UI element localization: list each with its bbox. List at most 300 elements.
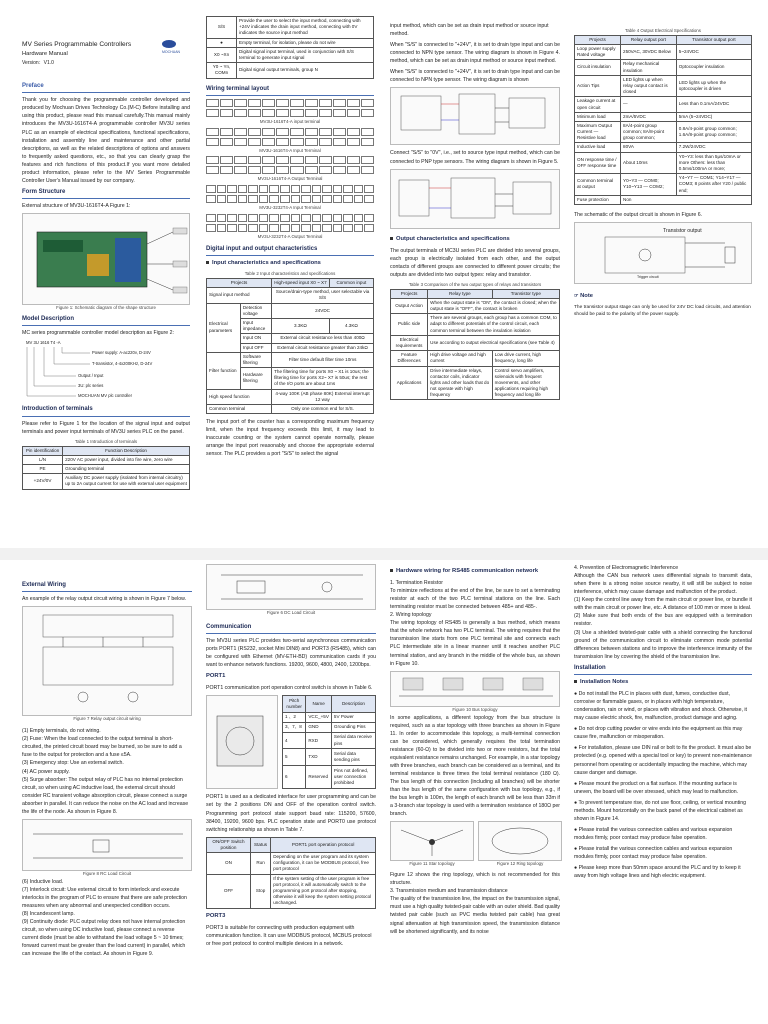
table-cell: Control servo amplifiers, solenoids with frequent movements, and other applications requiring high frequency and long life [492,366,559,400]
table-cell: Use according to output electrical specifications (see Table 4) [428,335,560,350]
table-cell: Digital signal output terminals, group N [237,63,374,78]
manual-page-2 [0,560,768,1024]
table-row [575,121,752,143]
installation-notes-heading-text: Installation Notes [580,679,629,686]
list-item-text: Please keep more than 50mm space around the PLC and try to keep it away from high voltage lines and high electric equipment. [574,865,741,880]
list-item [574,690,752,722]
communication-text: The MV3U series PLC provides two-serial asynchronous communication ports PORT1 (RS232, socket Mini DIN8) and PORT3 (RS485), which can be configured with Ethernet (MV-ETH-BD) communication cards if you want to enhance network functions. 19200, 9600, 4800, 2400, 1200bps. [206,638,376,669]
table-cell: High speed function [207,389,272,404]
list-item-text: Please install the various connection cables and various expansion modules firmly, poor contact may produce false operation. [574,826,733,842]
table-cell: About 10ms [621,152,677,174]
table-header: Description [331,696,375,713]
table-row [575,152,752,174]
star-topology [390,821,474,868]
output-spec-heading [390,235,560,244]
input-spec-heading-text: Input characteristics and specifications [212,260,321,267]
bullet-icon: ● [574,691,579,698]
list-item-text: Do not drop cutting powder or wire ends into the equipment as this may cause fire, malfunction or misoperation. [574,726,743,741]
brand-logo [162,40,190,57]
table-cell: Electrical parameters [207,303,241,352]
relay-wiring-figure [22,606,192,716]
list-item [574,725,752,741]
table-header: Function Description [63,446,190,455]
table-cell: Inductive load [575,143,621,152]
table-header: Transistor type [492,289,559,298]
external-wiring-notes: (1) Empty terminals, do not wiring. (2) Fuse: When the load connected to the output terminal is short-circuited, the printed circuit board may be burned, so be sure to add a fuse to the output for protection and a fuse ≤5A. (3) Emergency stop: Use an external switch. (4) AC power supply. (5) Surge absorber: The output relay of PLC has no internal protection circuit, so when using AC inductive load, the external circuit should consider RC transient voltage absorption circuit, please connect a surge absorber in parallel. It can reduce the noise on the AC load and increase the life of the node. As shown in Figure 8. [22,728,189,815]
table-row [575,174,752,196]
trigger-circuit-label: Trigger circuit [637,275,659,280]
table-cell: Output Action [391,298,428,313]
table-cell: Run [250,853,270,875]
preface-text: Thank you for choosing the programmable controller developed and produced by Mochuan Drives Technology Co.(M-C) Before installing and using this product, please read this manual carefully.This manual mainly introduces the MV3U-1616T4-A programmable controller MV3U series PLC as an example of electrical specifications, functional specifications, installation and assembly line and maintenance and other partial descriptions, as well as the related descriptions of options and answers to frequently asked questions, etc., so that you can clearly grasp the features and rich functions of this product.If you want more detailed product information, please refer to the MV Series Programmable Controller User's Manual issued by our company. [22,97,190,184]
port1-protocol-text: PORT1 is used as a dedicated interface for user programming and can be set by the 2 positions ON and OFF of the operation control switch. Programming port protocol state support baud rate: 115200, 57600, 38400, 19200, 9600 bps. PLC operation state and PORT0 use protocol switching relationship as shown in Table 7. [206,794,376,833]
bullet-icon: ● [574,865,579,872]
list-item [574,826,752,842]
table-cell: Auxiliary DC power supply (isolated from internal circuitry) up to 2A output current for use with external user equipment [63,474,190,489]
table-row [575,143,752,152]
table-cell: 4.3KΩ [329,318,373,333]
table-cell: RXD [306,732,332,749]
table-cell: Filter function [207,352,241,389]
list-item-text: Please install the various connection cables and various expansion modules firmly, poor contact may produce false operation. [574,846,733,861]
table-header: Relay output port [621,35,677,44]
terminal-caption: MV3U-3232T4-A Input Terminal [259,205,321,211]
port3-text: PORT3 is suitable for connecting with production equipment with communication function. It can use MODBUS protocol, MCBUS protocol or free port protocol to control multiple devices in a network. [206,924,372,947]
form-structure-text: External structure of MV3U-1616T4-A Figure 1: [22,203,131,210]
column-1 [22,40,190,490]
p2-column-1 [22,578,192,961]
table-cell: Detection voltage [240,303,271,318]
port1-figure-row [206,695,376,789]
table-cell: 5mA (5~24VDC) [676,112,751,121]
table-cell: OFF [207,874,251,908]
table-row [207,38,374,47]
table-row [283,713,376,723]
table-cell: 250VAC, 30VDC Below [621,45,677,60]
table-cell: Leakage current at open circuit [575,97,621,112]
figure-1-caption: Figure 1: Schematic diagram of the shape structure [56,305,156,311]
table-header: Transistor output port [676,35,751,44]
rc-load-figure [22,819,192,871]
note-heading-text: Note [580,293,593,300]
table-cell: Filter time default filter time 10ms [272,352,374,367]
table-cell: 3.3KΩ [272,318,330,333]
table-3-caption: Table 3 Comparison of the two output types of relays and transistors [408,281,542,287]
warning-icon: ☞ [574,293,579,300]
external-wiring-heading: External Wiring [22,581,192,592]
table-cell: 0.8A/4-point group common; 1.6A/8-point group common; [676,121,751,143]
model-code: MV 3U 1616 T4 -A [26,340,61,346]
model-description-text: MC series programmable controller model description as Figure 2: [22,330,174,337]
port1-text: PORT1 communication port operation control switch is shown in Table 6. [206,685,373,692]
table-header: Relay type [428,289,492,298]
terminals-table [22,446,190,490]
table-cell: TXD [306,749,332,766]
table-cell: Common terminal at output [575,174,621,196]
table-cell: Electrical requirements [391,335,428,350]
table-cell: Public side [391,314,428,336]
installation-notes-heading [574,678,752,687]
table-header: Projects [207,279,272,288]
table-cell: Signal input method [207,288,272,303]
table-cell: 220V AC power input, divided into fire wire, zero wire [63,455,190,464]
table-cell: Action Tips [575,75,621,97]
terminal-strip-3 [206,156,374,183]
output-circuit-text: The schematic of the output circuit is shown in Figure 6. [574,211,703,218]
table-cell: Applications [391,366,428,400]
table-cell: Serial data sending pins [331,749,375,766]
table-cell: — [621,97,677,112]
installation-heading: Installation [574,664,752,675]
table-cell: External circuit resistance greater than 24kΩ [272,343,374,352]
table-1-caption: Table 1 Introduction of terminals [74,438,138,444]
table-cell: 6 [283,766,306,789]
terminal-function-table [206,16,374,79]
table-cell: X0 ~Xn [207,47,237,62]
table-row [575,97,752,112]
table-cell: L/N [23,455,63,464]
wiring-layout-heading: Wiring terminal layout [206,85,374,96]
table-row [207,303,374,318]
table-cell: Y4~Y7 — COM1; Y14~Y17 — COM3; 8 points after Y20 / public end; [676,174,751,196]
preface-heading: Preface [22,82,190,93]
table-cell: Input impedance [240,318,271,333]
table-cell: Loop power supply Rated voltage [575,45,621,60]
bullet-icon: ● [574,846,579,853]
list-item [574,845,752,861]
table-cell: Stop [250,874,270,908]
bullet-icon [390,569,393,572]
table-cell: 8A/4-point group common; 8A/8-point group common; [621,121,677,143]
terminal-caption: MV3U-1616T4-A input terminal [259,118,321,124]
list-item-text: For installation, please use DIN rail or bolt to fix the product. It must also be protected (e.g. opened with a special tool or key) to prevent non-maintenance personnel from operating or accidentally impacting the machine, which may cause danger and damage. [574,745,752,776]
ring-topology-figure [478,821,562,861]
external-wiring-notes-2: (6) Inductive load. (7) Interlock circuit: Use external circuit to form interlock and execute interlocks in the program of PLC to ensure that there are safe protection measures when any abnormal and unexpected condition occurs. (8) Incandescent lamp. (9) Continuity diode: PLC output relay does not have internal protection circuit, so when using DC inductive load, please connect a reverse current diode (must be able to withstand the load voltage 5 ~ 10 times; forward current must be greater than the load current) in parallel, which can increase the life of the contact. As shown in Figure 9. [22,878,187,958]
star-topology-diagram [391,822,473,860]
note-heading [574,292,752,301]
mini-din-diagram [207,696,277,788]
table-cell: Source/drain-type method, user selectable via S/S [272,288,374,303]
table-cell: 5 [283,749,306,766]
table-cell: 3、7、8 [283,722,306,732]
table-header: ON/OFF Switch position [207,837,251,852]
table-cell: +24V/0V [23,474,63,489]
document-version: Version：V1.0 [22,60,54,67]
table-cell: Serial data receive pins [331,732,375,749]
table-cell: Common terminal [207,405,272,414]
table-row [391,298,560,313]
ring-topology [478,821,562,868]
column-3 [390,22,560,400]
model-label-2: T-transistor, 4-4x200KHz, D-24V [92,361,153,367]
model-label-5: MOCHUAN MV plc controller [78,393,132,399]
terminal-strip-5 [206,214,374,241]
table-4-caption: Table 4 Output Electrical Specifications [625,28,701,33]
rs485-text-2: In some applications, a different topology from the bus structure is required, such as a star topology with three branches as shown in Figure 11. In order to accommodate this topology, a multi-terminal connection can be considered, which generally requires the total termination resistance (60-Ω) to be divided into two or more resistors, but the total equivalent resistance remains unchanged. For example, in a star topology with three branches, each branch can be considered as a terminal, and its terminal resistance is three times the total terminal resistance (180 Ω). The bus length of this connection (including all branches) will be shorter than the bus length of the same configuration with bus topology, e.g., if the bus length is 100m, the length of each branch will be less than 33m if a 3-branch star topology is used with a termination resistance of 180Ω per branch. [390,714,560,818]
table-header: Common input [329,279,373,288]
table-cell: Low drive current, high frequency, long life [492,351,559,366]
table-row [207,853,376,875]
bullet-icon: ● [574,780,579,787]
npn-wiring-diagram [391,88,561,144]
model-description-heading: Model Description [22,315,190,326]
topology-figures [390,821,560,868]
table-cell: S/S [207,17,237,39]
table-cell: Grounding terminal [63,465,190,474]
rs485-text: 1. Termination Resistor To minimize reflections at the end of the line, be sure to set a terminating resistor at each of the two PLC terminal stations on the line. Each terminating resistor must be connected between 485+ and 485-. 2. Wiring topology The wiring topology of RS485 is generally a bus method, which means that the whole network has two PLC terminal. The wiring requires that the transmission line starts from one PLC terminal site and connects each PLC intermediate site in a linear manner until it reaches another PLC terminal station, and any branch in the middle of the whole bus, as shown in Figure 10. [390,579,560,667]
rs485-heading [390,567,560,576]
bullet-icon: ● [574,745,579,752]
bullet-icon: ● [574,826,579,833]
model-label-3: Output / Input [78,373,104,379]
input-method-text: input method, which can be set as drain input method or source input method. [390,23,549,38]
dio-heading: Digital input and output characteristics [206,245,374,256]
table-cell: 4-way 100K (AB phase 80K) External interrupt 12 way [272,389,374,404]
counter-input-text: The input port of the counter has a corresponding maximum frequency limit, when the input frequency exceeds this limit, it may lead to inaccurate counting or the system cannot operate normally, please arrange the input port reasonably and choose the appropriate external sensor. The PLC provides a port "S/S" to select the signal [206,419,374,458]
communication-heading: Communication [206,623,376,634]
table-row [207,47,374,62]
installation-notes-list [574,690,752,880]
table-cell: Y0~Y3 — COM0; Y10~Y13 — COM2; [621,174,677,196]
rs485-heading-text: Hardware wiring for RS485 communication network [396,568,539,574]
table-cell: Feature Differences [391,351,428,366]
transistor-output-label: Transistor output [663,228,702,235]
plc-structure-figure [22,213,190,305]
table-row [391,351,560,366]
table-cell: ON response time / OFF response time [575,152,621,174]
table-cell: Optocoupler insulation [676,60,751,75]
table-row [391,314,560,336]
brand-name: MOCHUAN [162,50,181,55]
table-cell: Non [621,195,752,204]
npn-wiring-figure [390,87,560,145]
table-header: Pin identification [23,446,63,455]
model-lines [22,340,92,402]
table-cell: Drive intermediate relays, contactor coils, indicator lights and other loads that do not operate with high frequency [428,366,492,400]
terminal-caption: MV3U-3232T4-A Output Terminal [257,234,323,240]
list-item [574,744,752,776]
output-spec-heading-text: Output characteristics and specifications [396,235,510,242]
figure-6-caption: Figure 6 DC Load Circuit [266,610,316,615]
bullet-icon [390,237,393,240]
list-item-text: To prevent temperature rise, do not use floor, ceiling, or vertical mounting methods. Mount horizontally on the back panel of the electrical cabinet as shown in Figure 14. [574,799,747,822]
model-code-diagram [22,340,190,402]
table-cell: Minimum load [575,112,621,121]
table-row [23,474,190,489]
table-row [575,75,752,97]
table-row [207,352,374,367]
bus-topology-figure [390,671,560,707]
table-cell: 5V Power [331,713,375,723]
input-spec-heading [206,259,374,268]
table-row [207,389,374,404]
relay-wiring-diagram [23,607,193,715]
table-cell: External circuit resistance less than 400Ω [272,334,374,343]
table-cell: Relay mechanical insulation [621,60,677,75]
table-cell: Pins not defined, user connection prohibited [331,766,375,789]
table-header: Pitch number [283,696,306,713]
list-item [574,780,752,796]
rc-load-diagram [23,820,193,870]
terminals-heading: Introduction of terminals [22,405,190,416]
input-spec-table [206,278,374,414]
table-cell: LED lights up when the optocoupler is driven [676,75,751,97]
table-row [391,366,560,400]
table-header: Projects [391,289,428,298]
table-cell: Maximum Output Current — Resistive load [575,121,621,143]
ring-topology-diagram [479,822,561,860]
table-header: Name [306,696,332,713]
model-label-1: Power supply: A-ac220v, D-24V [92,350,151,356]
table-cell: Less than 0.1mA/24VDC [676,97,751,112]
table-cell: PE [23,465,63,474]
table-cell: Only one common end for S/S. [272,405,374,414]
table-header: Status [250,837,270,852]
bus-topology-diagram [391,672,561,706]
table-row [575,112,752,121]
dc-load-figure [206,564,376,610]
table-cell: 1 、2 [283,713,306,723]
bullet-icon: ● [574,799,579,806]
table-cell: ON [207,853,251,875]
table-cell: 24VDC [272,303,374,318]
note-text: The transistor output stage can only be used for 24V DC load circuits, and attention should be paid to the polarity of the power supply. [574,305,751,318]
figure-12-caption: Figure 12 Ring topology [496,861,544,867]
table-header: PORT1 port operation protocol [271,837,376,852]
table-row [391,335,560,350]
table-cell: LED lights up when relay output contact is closed [621,75,677,97]
document-title: MV Series Programmable Controllers [22,41,132,48]
terminal-caption: MV3U-1616T4-A Output Terminal [257,176,323,182]
table-cell: ● [207,38,237,47]
terminal-strip-2 [206,128,374,155]
list-item [574,799,752,823]
table-header: High-speed input X0 ~ X7 [272,279,330,288]
mochuan-logo-icon [162,40,176,48]
document-subtitle: Hardware Manual [22,51,68,58]
table-row [207,874,376,908]
table-cell: 5~24VDC [676,45,751,60]
table-cell: VCC_+5V [306,713,332,723]
external-wiring-text: An example of the relay output circuit wiring is shown in Figure 7 below. [22,596,187,603]
drain-input-text: When "S/S" is connected to "+24V", it is set to drain type input and can be connected to NPN type sensor. The wiring diagram is shown in Figure 4. method, which can be set as drain input method or source input method. [390,42,560,65]
table-2-caption: Table 2 Input characteristics and specifications [244,271,336,277]
table-row [207,17,374,39]
source-input-text: Connect "S/S" to "0V", i.e., set to source type input method, which can be connected to PNP type sensors. The wiring diagram is shown in Figure 5. [390,150,560,165]
list-item-text: Please mount the product on a flat surface. If the mounting surface is uneven, the board will be over stressed, which may lead to malfunction. [574,780,739,795]
table-cell: When the output state is "ON", the contact is closed; when the output state is "OFF", the contact is broken [428,298,560,313]
output-spec-text: The output terminals of MC3U series PLC are divided into several groups, each group is electrically isolated from each other, and the output contacts of different groups are connected to different power circuits; the outputs are divided into two output types: relay and transistor. [390,247,560,278]
p2-column-2 [206,564,376,951]
table-cell: 80VA [621,143,677,152]
drain-input-text-2: When "S/S" is connected to "+24V", it is set to drain type input and can be connected to NPN type sensor. The wiring diagram is shown [390,69,560,84]
table-cell: Digital signal input terminal, used in conjunction with S/S terminal to generate input signal [237,47,374,62]
table-row [283,732,376,749]
table-cell: The filtering time for ports X0 ~ X1 is 10us; the filtering time for ports X2~ X7 is 50us; the rest of the I/O ports are about 1ms [272,368,374,390]
table-row [283,722,376,732]
port1-heading: PORT1 [206,673,226,680]
table-row [283,749,376,766]
bullet-icon [206,261,209,264]
table-cell: Depending on the user program and its system configuration, it can be MODBUS protocol, free port protocol [271,853,376,875]
p2-column-4 [574,564,752,883]
output-type-table [390,289,560,401]
rs485-text-3: Figure 12 shows the ring topology, which is not recommended for this structure. 3. Transmission medium and transmission distance The quality of the transmission line, the impact on the transmission signal, must use a high quality twisted-pair cable with an outer shield. Bad quality twisted pair cable (such as PVC media twisted pair cable) has great signal attenuation at high transmission speed, the transmission distance will be shortened significantly, and its noise [390,872,560,935]
table-cell: Provide the user to select the input method, connecting with +24V indicates the drain input method, connecting with 0V indicates the source input method [237,17,374,39]
emi-text: Although the CAN bus network uses differential signals to transmit data, when there is a strong noise source nearby, it will still be subject to noise interference, which may cause damage and malfunction of the product. (1) Keep the control line away from the main circuit or power line, or bundle it with the main circuit or power line, etc. A distance of 100 mm or more is ideal. (2) Make sure that both ends of the bus are equipped with a termination resistor. (3) Use a shielded twisted-pair cable with a shield connecting the functional ground of the communication circuit to eliminate common mode potential differences between stations and to improve the interference immunity of the transmission line by covering the shield of the transmission line. [574,573,752,660]
port-connector-figure [206,695,278,789]
table-row [207,63,374,78]
table-cell: High drive voltage and high current [428,351,492,366]
table-row [575,195,752,204]
table-cell: Y0~Y3: less than 5μs/10mA or more Others: less than 0.5ms/100mA or more; [676,152,751,174]
output-electrical-table [574,35,752,205]
p2-column-3 [390,564,560,939]
figure-7-caption: Figure 7 Relay output circuit wiring [73,716,141,722]
table-row [207,405,374,414]
pnp-wiring-figure [390,169,560,229]
figure-11-caption: Figure 11 Star topology [409,861,455,867]
dc-load-diagram [207,565,377,609]
bullet-icon [574,680,577,683]
plc-diagram [23,214,191,304]
table-row [283,766,376,789]
table-cell: Software filtering [240,352,271,367]
table-cell: Input OFF [240,343,271,352]
column-2 [206,16,374,462]
table-cell: Circuit insulation [575,60,621,75]
port1-switch-table [206,837,376,909]
terminal-caption: MV3U-1616T4-A Input Terminal [259,147,321,153]
port3-heading: PORT3 [206,912,226,919]
model-label-4: 3U: plc series [78,383,104,389]
terminal-strip-1 [206,99,374,126]
table-cell: There are several groups, each group has a common COM, to adapt to different potentials of the control circuit, each common terminal between the insulation isolation [428,314,560,336]
form-structure-heading: Form Structure [22,188,190,199]
table-cell: 7.2W/24VDC [676,143,751,152]
table-cell: Grounding Pins [331,722,375,732]
table-cell: Input ON [240,334,271,343]
table-cell: Reserved [306,766,332,789]
terminals-text: Please refer to Figure 1 for the location of the signal input and output terminals and power input terminals of MV3U series PLC on the panel. [22,420,190,435]
list-item-text: Do not install the PLC in places with dust, fumes, conductive dust, corrosive or flammable gases, or in places with high temperature, condensation, rain or wind, or places with vibration and shock. Otherwise, it may cause electric shock, fire, malfunction, product damage and aging. [574,691,748,722]
table-row [207,288,374,303]
emi-heading: 4. Prevention of Electromagnetic Interference [574,565,679,571]
table-cell: GND [306,722,332,732]
transistor-output-figure [574,222,752,284]
table-cell: 2mA/5VDC [621,112,677,121]
table-cell: If the system setting of the user program is free port protocol, it will automatically switch to the programming port protocol after stopping, otherwise it will keep the system setting protocol unchanged. [271,874,376,908]
table-cell: Fuse protection [575,195,621,204]
bullet-icon: ● [574,726,579,733]
star-topology-figure [390,821,474,861]
table-cell: Y0 ~ Yn, COMn [207,63,237,78]
figure-10-caption: Figure 10 Bus topology [452,706,498,712]
table-cell: Hardware filtering [240,368,271,390]
table-cell: 4 [283,732,306,749]
table-row [575,60,752,75]
port1-pin-table [282,695,376,789]
table-cell: Empty terminal, for isolation, please do not wire [237,38,374,47]
terminal-strip-4 [206,185,374,212]
pnp-wiring-diagram [391,170,561,228]
table-row [575,45,752,60]
table-header: Projects [575,35,621,44]
table-row [23,455,190,464]
list-item [574,864,752,880]
table-row [23,465,190,474]
figure-8-caption: Figure 8 RC Load Circuit [82,870,132,876]
